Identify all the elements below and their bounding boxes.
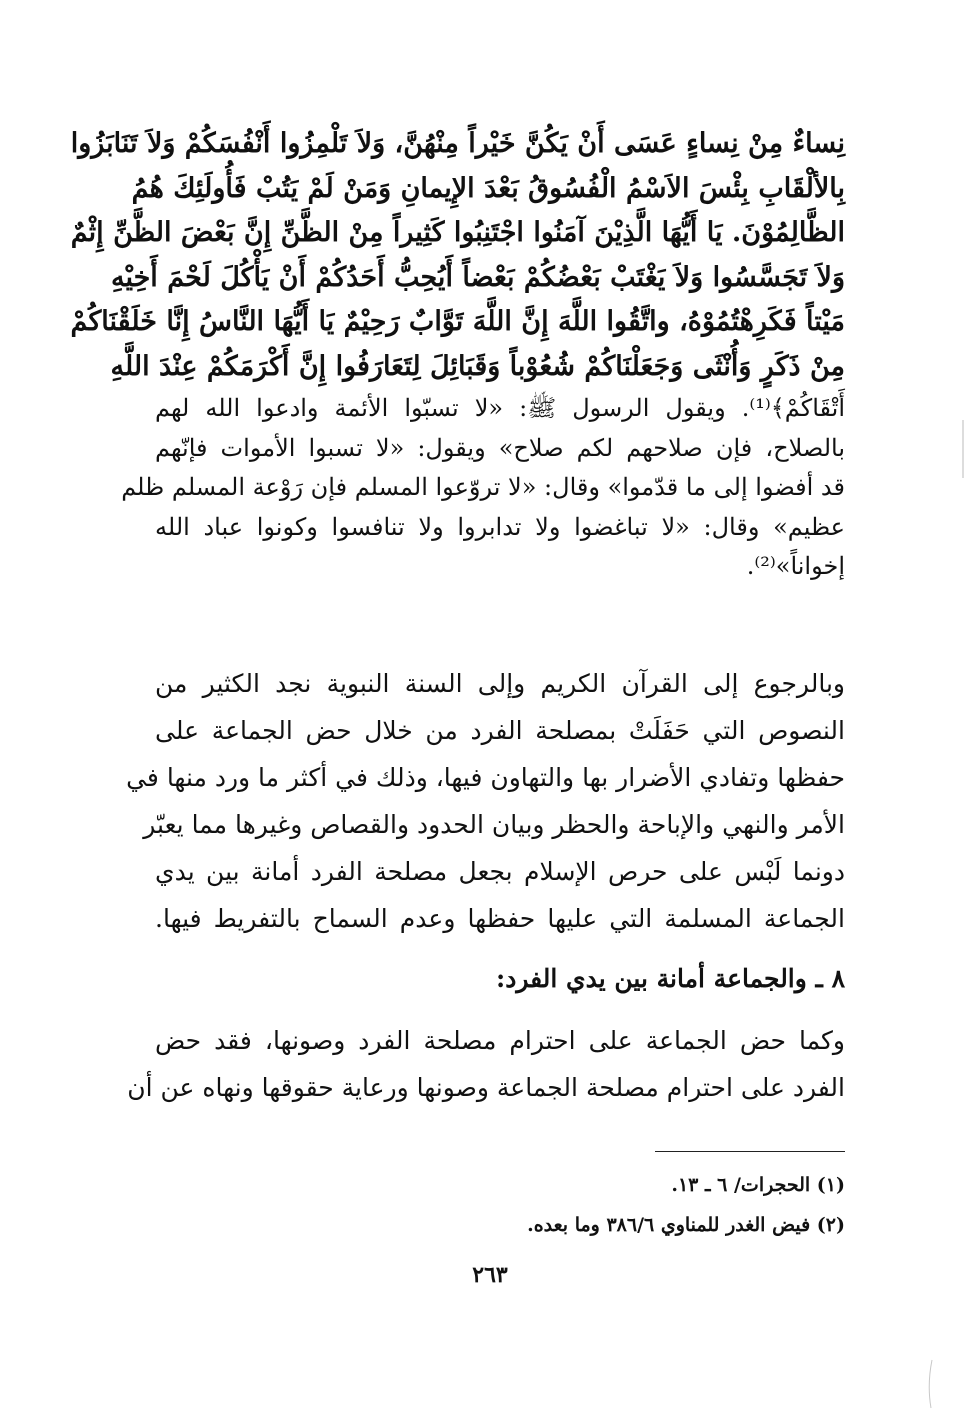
body-paragraph — [127, 1017, 845, 1111]
paragraph-line: وكما حض الجماعة على احترام مصلحة الفرد وصونها، فقد حض — [155, 1026, 845, 1055]
scan-edge-mark — [929, 1360, 932, 1408]
footnote: (١) الحجرات/ ٦ ـ ١٣. — [671, 1174, 845, 1196]
paragraph-line: الفرد على احترام مصلحة الجماعة وصونها ورعاية حقوقها ونهاه عن أن — [127, 1073, 845, 1102]
section-heading: ٨ ـ والجماعة أمانة بين يدي الفرد: — [495, 964, 845, 993]
paragraph-line: دونما لَبْس على حرص الإسلام بجعل مصلحة الفرد أمانة بين يدي — [155, 857, 845, 886]
quran-line: بِالألْقَابِ بِئْسَ الاَسْمُ الْفُسُوقُ بَعْدَ الإِيمانِ وَمَنْ لَمْ يَتُبْ فَأُولَئِكَ هُمُ — [131, 172, 845, 204]
page-number: ٢٦٣ — [472, 1262, 508, 1288]
hadith-line: إخواناً»⁽²⁾. — [746, 552, 845, 580]
hadith-line: بالصلاح، فإن صلاحهم لكم صلاح» ويقول: «لا تسبوا الأموات فإنّهم — [155, 433, 845, 462]
paragraph-line: وبالرجوع إلى القرآن الكريم وإلى السنة النبوية نجد الكثير من — [155, 669, 845, 698]
paragraph-line: حفظها وتفادي الأضرار بها والتهاون فيها، وذلك في أكثر ما ورد منها في — [126, 763, 845, 792]
quran-quotation — [70, 122, 845, 587]
footnotes — [155, 1165, 845, 1245]
footnote-divider — [655, 1151, 845, 1152]
footnote: (٢) فيض الغدر للمناوي ٣٨٦/٦ وما بعده. — [527, 1214, 845, 1236]
paragraph-line: الجماعة المسلمة التي عليها حفظها وعدم السماح بالتفريط فيها. — [155, 904, 845, 933]
quran-line: مَيْتاً فَكَرِهْتُمُوْهُ، واتَّقُوا اللَّهَ إِنَّ اللَّهَ تَوَّابٌ رَحِيْمٌ يَا أَيُّهَا النَّاسُ إِنَّا خَلَقْنَاكُمْ — [70, 306, 845, 337]
paragraph-line: الأمر والنهي والإباحة والحظر وبيان الحدود والقصاص وغيرها مما يعبّر — [143, 810, 845, 839]
body-paragraph — [126, 660, 845, 942]
hadith-line: قد أفضوا إلى ما قدّموا» وقال: «لا تروّعوا المسلم فإن رَوْعة المسلم ظلم — [121, 473, 845, 501]
hadith-line: عظيم» وقال: «لا تباغضوا ولا تدابروا ولا تنافسوا وكونوا عباد الله — [155, 512, 845, 541]
paragraph-line: النصوص التي حَفَلَتْ بمصلحة الفرد من خلال حض الجماعة على — [155, 716, 845, 745]
hadith-line: أَتْقَاكُمْ﴾⁽¹⁾. ويقول الرسول ﷺ: «لا تسبّوا الأئمة وادعوا الله لهم — [155, 394, 845, 422]
quran-line: وَلاَ تَجَسَّسُوا وَلاَ يَغْتَبْ بَعْضُكُمْ بَعْضاً أَيُحِبُّ أَحَدُكُمْ أَنْ يَأْكُلَ لَحْمَ أَخِيْهِ — [110, 261, 845, 293]
quran-line: مِنْ ذَكَرٍ وَأُنْثَى وَجَعَلْنَاكُمْ شُعُوْباً وَقَبَائِلَ لِتَعَارَفُوا إِنَّ أَكْرَمَكُمْ عِنْدَ اللَّهِ — [110, 350, 845, 382]
quran-line: نِساءٌ مِنْ نِساءٍ عَسَى أَنْ يَكُنَّ خَيْراً مِنْهُنَّ، وَلاَ تَلْمِزُوا أَنْفُسَكُمْ وَلاَ تَنَابَزُوا — [70, 128, 845, 159]
quran-line: الظَّالِمُوْنَ. يَا أَيُّهَا الَّذِيْنَ آمَنُوا اجْتَنِبُوا كَثِيراً مِنْ الظَّنِّ إِنَّ بَعْضَ الظَّنِّ إِثْمٌ — [70, 217, 845, 248]
